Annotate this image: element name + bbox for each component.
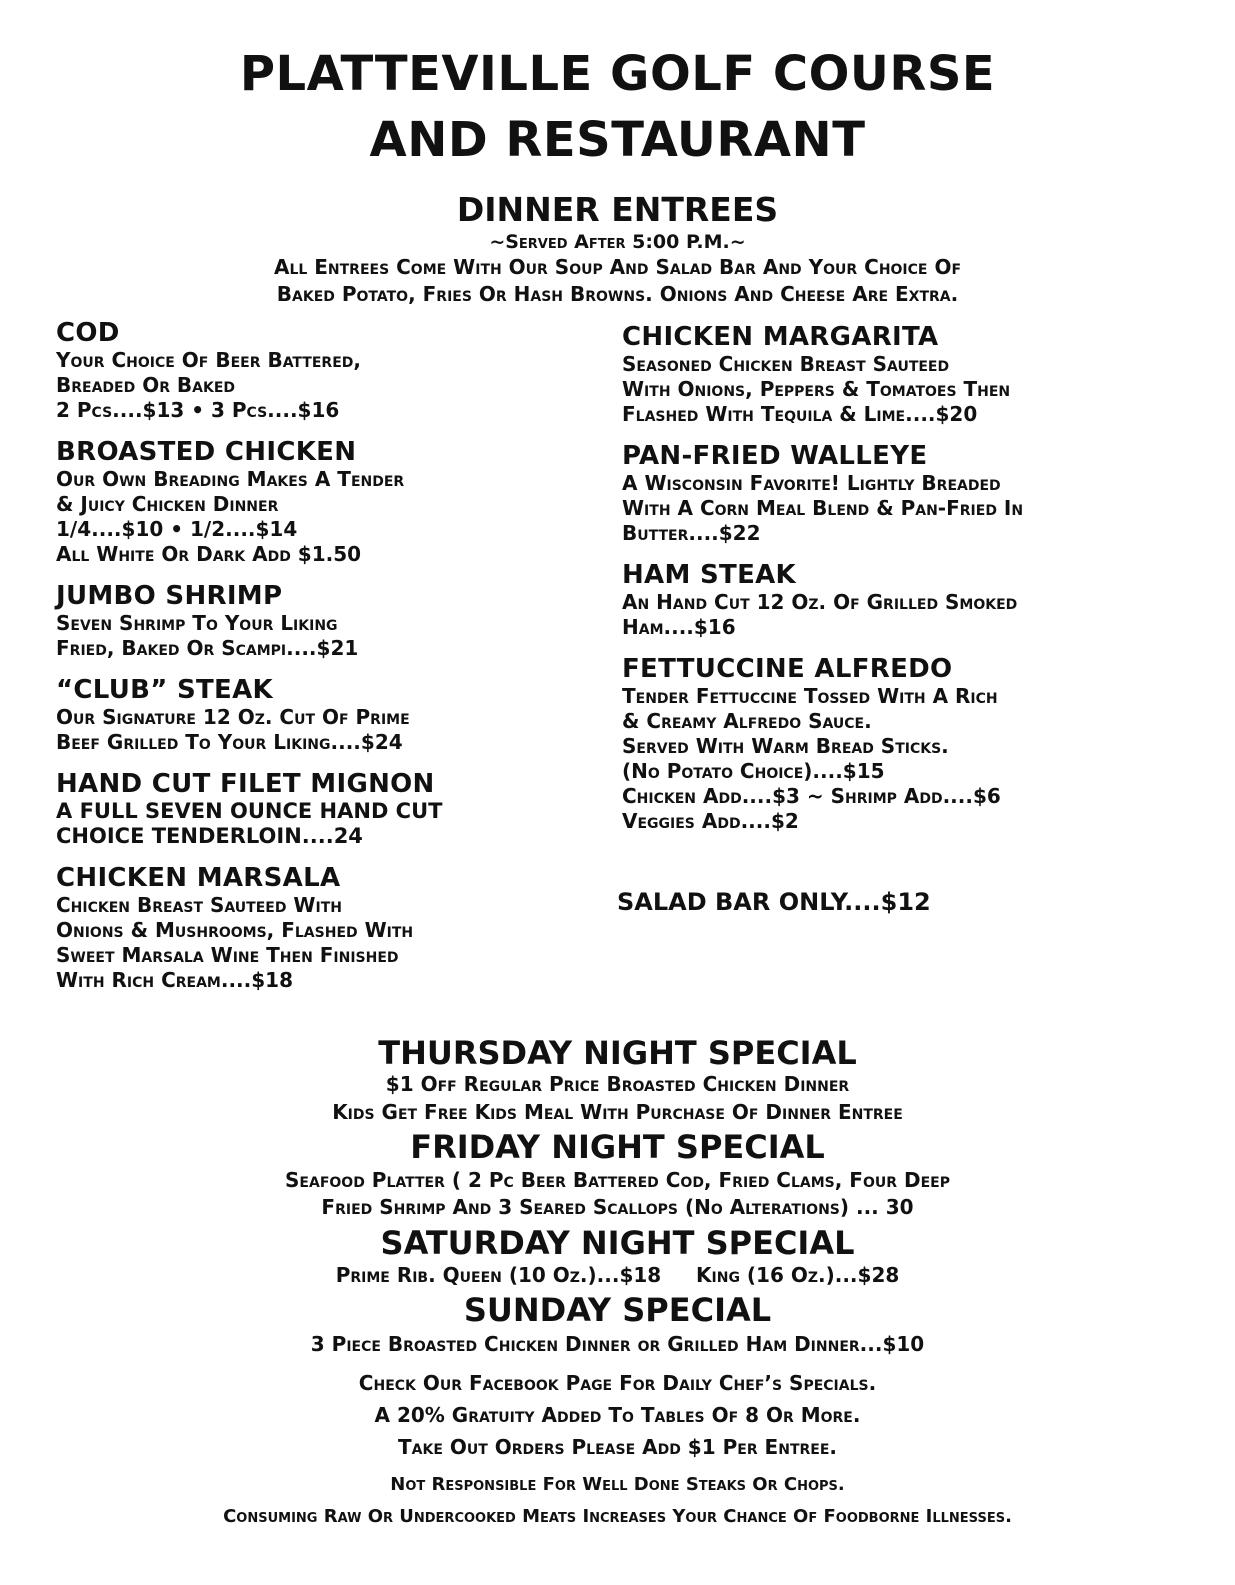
item-desc: Seven Shrimp To Your Liking <box>56 611 338 635</box>
item-name: CHICKEN MARGARITA <box>622 322 939 352</box>
item-desc: & Creamy Alfredo Sauce. <box>622 709 872 733</box>
item-desc: A FULL SEVEN OUNCE HAND CUT <box>56 799 443 823</box>
item-desc: Our Signature 12 Oz. Cut Of Prime <box>56 705 410 729</box>
item-addon: Veggies Add....$2 <box>622 809 799 833</box>
item-price: 2 Pcs....$13 • 3 Pcs....$16 <box>56 398 340 422</box>
special-line: 3 Piece Broasted Chicken Dinner or Grilled Ham Dinner...$10 <box>310 1332 925 1356</box>
item-desc: Breaded Or Baked <box>56 373 236 397</box>
item-price: Ham....$16 <box>622 615 736 639</box>
menu-item-broasted-chicken <box>56 437 616 567</box>
item-price: 1/4....$10 • 1/2....$14 <box>56 517 298 541</box>
item-desc: Your Choice Of Beer Battered, <box>56 348 361 372</box>
menu-item-jumbo-shrimp <box>56 581 616 661</box>
item-desc: Seasoned Chicken Breast Sauteed <box>622 352 950 376</box>
special-line: Fried Shrimp And 3 Seared Scallops (No Alterations) ... 30 <box>321 1195 914 1219</box>
left-menu-column <box>56 318 616 1007</box>
restaurant-title-line2: AND RESTAURANT <box>369 112 866 168</box>
special-line: Prime Rib. Queen (10 Oz.)...$18 King (16 Oz.)...$28 <box>335 1263 900 1287</box>
item-name: PAN-FRIED WALLEYE <box>622 441 928 471</box>
menu-item-chicken-marsala <box>56 863 616 993</box>
item-price: Beef Grilled To Your Liking....$24 <box>56 730 403 754</box>
item-desc: Tender Fettuccine Tossed With A Rich <box>622 684 998 708</box>
entree-note-line1: All Entrees Come With Our Soup And Salad Bar And Your Choice Of <box>273 255 962 279</box>
item-price: Butter....$22 <box>622 521 761 545</box>
item-price: Fried, Baked Or Scampi....$21 <box>56 636 359 660</box>
special-title-friday: FRIDAY NIGHT SPECIAL <box>410 1128 825 1166</box>
item-desc: Sweet Marsala Wine Then Finished <box>56 943 399 967</box>
item-desc: Chicken Breast Sauteed With <box>56 893 342 917</box>
menu-item-chicken-margarita <box>622 322 1202 427</box>
item-price: Flashed With Tequila & Lime....$20 <box>622 402 978 426</box>
steaks-disclaimer: Not Responsible For Well Done Steaks Or Chops. <box>390 1474 845 1495</box>
item-desc: A Wisconsin Favorite! Lightly Breaded <box>622 471 1001 495</box>
item-desc: All White Or Dark Add $1.50 <box>56 542 362 566</box>
menu-item-pan-fried-walleye <box>622 441 1202 546</box>
menu-item-ham-steak <box>622 560 1202 640</box>
item-name: “CLUB” STEAK <box>56 675 273 705</box>
item-desc: Onions & Mushrooms, Flashed With <box>56 918 414 942</box>
item-name: HAND CUT FILET MIGNON <box>56 769 435 799</box>
item-desc: Our Own Breading Makes A Tender <box>56 467 405 491</box>
right-menu-column <box>622 322 1202 848</box>
entree-note-line2: Baked Potato, Fries Or Hash Browns. Onions And Cheese Are Extra. <box>276 282 959 306</box>
served-note: ~Served After 5:00 P.M.~ <box>489 231 746 253</box>
item-price: CHOICE TENDERLOIN....24 <box>56 824 363 848</box>
item-desc: With Onions, Peppers & Tomatoes Then <box>622 377 1011 401</box>
item-price: With Rich Cream....$18 <box>56 968 293 992</box>
menu-item-club-steak <box>56 675 616 755</box>
item-name: FETTUCCINE ALFREDO <box>622 654 953 684</box>
special-title-sunday: SUNDAY SPECIAL <box>463 1291 772 1329</box>
item-name: CHICKEN MARSALA <box>56 863 341 893</box>
restaurant-title-line1: PLATTEVILLE GOLF COURSE <box>239 46 996 102</box>
item-desc: & Juicy Chicken Dinner <box>56 492 279 516</box>
special-title-saturday: SATURDAY NIGHT SPECIAL <box>380 1224 855 1262</box>
special-title-thursday: THURSDAY NIGHT SPECIAL <box>378 1034 857 1072</box>
section-title: DINNER ENTREES <box>456 190 779 229</box>
item-price: (No Potato Choice)....$15 <box>622 759 885 783</box>
item-name: COD <box>56 318 120 348</box>
takeout-note: Take Out Orders Please Add $1 Per Entree. <box>398 1435 837 1459</box>
menu-item-cod <box>56 318 616 423</box>
special-line: $1 Off Regular Price Broasted Chicken Dinner <box>385 1072 850 1096</box>
item-desc: An Hand Cut 12 Oz. Of Grilled Smoked <box>622 590 1018 614</box>
foodborne-disclaimer: Consuming Raw Or Undercooked Meats Increases Your Chance Of Foodborne Illnesses. <box>223 1506 1012 1527</box>
facebook-note: Check Our Facebook Page For Daily Chef’s Specials. <box>358 1371 877 1395</box>
item-name: HAM STEAK <box>622 560 796 590</box>
salad-bar-only: SALAD BAR ONLY....$12 <box>617 888 931 916</box>
item-name: JUMBO SHRIMP <box>56 581 283 611</box>
menu-item-filet-mignon <box>56 769 616 849</box>
item-desc: Served With Warm Bread Sticks. <box>622 734 949 758</box>
special-line: Seafood Platter ( 2 Pc Beer Battered Cod, Fried Clams, Four Deep <box>285 1168 950 1192</box>
menu-item-fettuccine-alfredo <box>622 654 1202 834</box>
item-desc: With A Corn Meal Blend & Pan-Fried In <box>622 496 1024 520</box>
item-addon: Chicken Add....$3 ~ Shrimp Add....$6 <box>622 784 1001 808</box>
gratuity-note: A 20% Gratuity Added To Tables Of 8 Or More. <box>374 1403 861 1427</box>
item-name: BROASTED CHICKEN <box>56 437 357 467</box>
special-line: Kids Get Free Kids Meal With Purchase Of Dinner Entree <box>332 1100 903 1124</box>
